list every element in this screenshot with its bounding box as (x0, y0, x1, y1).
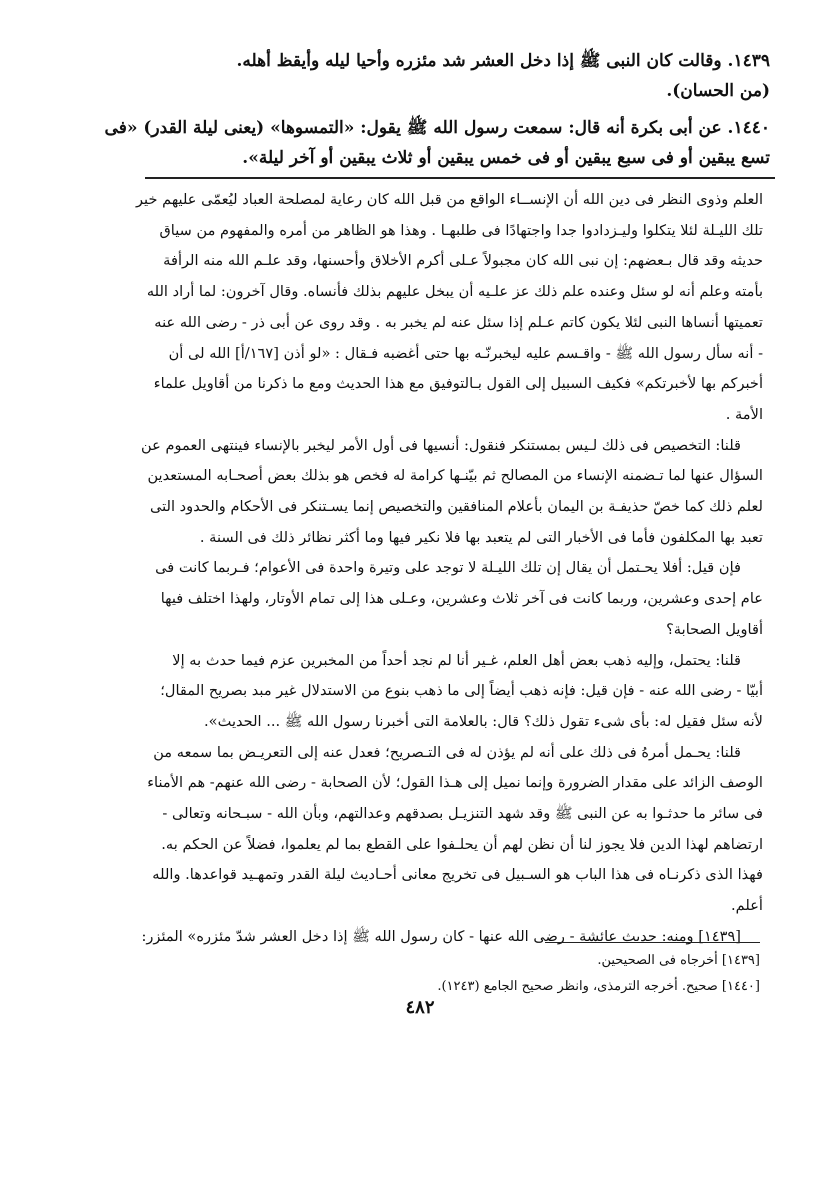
commentary-line: تلك الليـلة لئلا يتكلوا وليـزدادوا جدا واجتهادًا فى طلبهـا . وهذا هو الظاهر من أمره والمفهوم من سياق (159, 221, 763, 239)
footnote-1439: [١٤٣٩] أخرجاه فى الصحيحين. (597, 953, 760, 968)
footnotes (200, 948, 760, 1000)
hadith-1440-line-1: ١٤٤٠. عن أبى بكرة أنه قال: سمعت رسول الله ﷺ يقول: «التمسوها» (يعنى ليلة القدر) «فى (104, 118, 770, 138)
commentary-line: فهذا الذى ذكرنـاه فى هذا الباب هو السـبيل فى تخريج معانى أحـاديث ليلة القدر وتمهـيد قواعدها. والله (152, 866, 763, 884)
commentary-line: عام إحدى وعشرين، وربما كانت فى آخر ثلاث وعشرين، وعـلى هذا إلى تمام الأوتار، ولهذا اختلف فيها (160, 590, 763, 608)
commentary-line: - أنه سأل رسول الله ﷺ - واقـسم عليه ليخبرنّـه بها حتى أغضبه فـقال : «لو أذن [١٦٧/أ] الله لى أن (168, 344, 763, 362)
commentary-line: قلنا: يحتمل، وإليه ذهب بعض أهل العلم، غـير أنا لم نجد أحداً من المخبرين عزم فيما حدث به إلا (172, 651, 741, 669)
footnote-1440: [١٤٤٠] صحيح. أخرجه الترمذى، وانظر صحيح الجامع (١٢٤٣). (437, 979, 760, 994)
commentary-line: قلنا: التخصيص فى ذلك لـيس بمستنكر فنقول: أنسيها فى أول الأمر ليخبر بالإنساء فينتهى العموم عن (141, 436, 741, 454)
commentary-line: الوصف الزائد على مقدار الضرورة وإنما نميل إلى هـذا القول؛ لأن الصحابة - رضى الله عنهم- هم الأمناء (147, 774, 763, 792)
commentary-line: فإن قيل: أفلا يحـتمل أن يقال إن تلك الليـلة لا توجد على وتيرة واحدة فى الأعوام؛ فـربما كانت فى (155, 559, 741, 577)
commentary-line: لأنه سئل فقيل له: بأى شىء تقول ذلك؟ قال: بالعلامة التى أخبرنا رسول الله ﷺ ... الحديث». (204, 712, 763, 730)
commentary-paragraph-5 (108, 738, 763, 922)
commentary-line: أقاويل الصحابة؟ (666, 620, 763, 638)
section-divider (145, 177, 775, 179)
commentary-line: أعلم. (731, 897, 763, 915)
hadith-1439-line-1: ١٤٣٩. وقالت كان النبى ﷺ إذا دخل العشر شد مئزره وأحيا ليله وأيقظ أهله. (236, 51, 770, 71)
hadith-1440-line-2: تسع يبقين أو فى سبع يبقين أو فى خمس يبقين أو ثلاث يبقين أو آخر ليلة». (242, 148, 770, 168)
commentary-body (108, 185, 763, 953)
commentary-line: بأمته وعلم أنه لو سئل وعنده علم ذلك عز علـيه أن يبخل عليهم بذلك فأنساه. وقال آخرون: لما أراد الله (146, 283, 763, 301)
commentary-line: فى سائر ما حدثـوا به عن النبى ﷺ وقد شهد التنزيـل بصدقهم وعدالتهم، وبأن الله - سبـحانه وتعالى - (162, 805, 763, 823)
commentary-paragraph-2 (108, 431, 763, 554)
commentary-line: السؤال عنها لما تـضمنه الإنساء من المصالح ثم بيّنـها كرامة له فخص هو بذلك بعض أصحـابه المستعدين (147, 467, 763, 485)
commentary-line: تعميتها أنساها النبى لئلا يكون كاتم عـلم إذا سئل عنه لم يخبر به . وقد روى عن أبى ذر - رضى الله عنه (154, 313, 763, 331)
commentary-line: العلم وذوى النظر فى دين الله أن الإنســاء الواقع من قبل الله كان رعاية لمصلحة العباد ليُعمّى عليهم خير (136, 191, 763, 208)
commentary-line: حديثه وقد قال بـعضهم: إن نبى الله كان مجبولاً عـلى أكرم الأخلاق وأحسنها، وقد علـم الله منه الرأفة (163, 252, 763, 270)
page-number: ٤٨٢ (405, 997, 435, 1018)
commentary-paragraph-3 (108, 553, 763, 645)
hadith-1439 (95, 46, 770, 106)
commentary-line: [١٤٣٩] ومنه: حديث عائشة - رضى الله عنها - كان رسول الله ﷺ إذا دخل العشر شدّ مئزره» المئزر: (141, 927, 741, 945)
commentary-line: أخبركم بها لأخبرتكم» فكيف السبيل إلى القول بـالتوفيق مع هذا الحديث ومع ما ذكرنا من أقاويل علماء (153, 375, 763, 393)
commentary-paragraph-4 (108, 646, 763, 738)
footnote-divider (545, 942, 760, 943)
commentary-line: ارتضاهم لهذا الدين فلا يجوز لنا أن نظن لهم أن يحلـفوا على القطع بما لم يعلموا، فضلاً عن الحكم به. (161, 835, 763, 853)
hadith-1439-line-2: (من الحسان). (666, 81, 770, 101)
commentary-line: تعبد بها المكلفون فأما فى الأخبار التى لم يتعبد بها فلا نكير فيها وما أكثر نظائر ذلك فى السنة . (199, 528, 763, 546)
commentary-line: الأمة . (725, 405, 763, 423)
commentary-line: لعلم ذلك كما خصّ حذيفـة بن اليمان بأعلام المنافقين والتخصيص إنما يسـتنكر فى الأحكام والحدود التى (149, 498, 763, 516)
commentary-line: قلنا: يحـمل أمرهُ فى ذلك على أنه لم يؤذن له فى التـصريح؛ فعدل عنه إلى التعريـض بما سمعه من (153, 743, 741, 761)
hadith-1440 (95, 113, 770, 173)
commentary-line: أبيّا - رضى الله عنه - فإن قيل: فإنه ذهب أيضاً إلى ما ذهب بنوع من الاستدلال غير مبد بصريح المقال؛ (160, 682, 763, 700)
commentary-paragraph-1 (108, 185, 763, 431)
